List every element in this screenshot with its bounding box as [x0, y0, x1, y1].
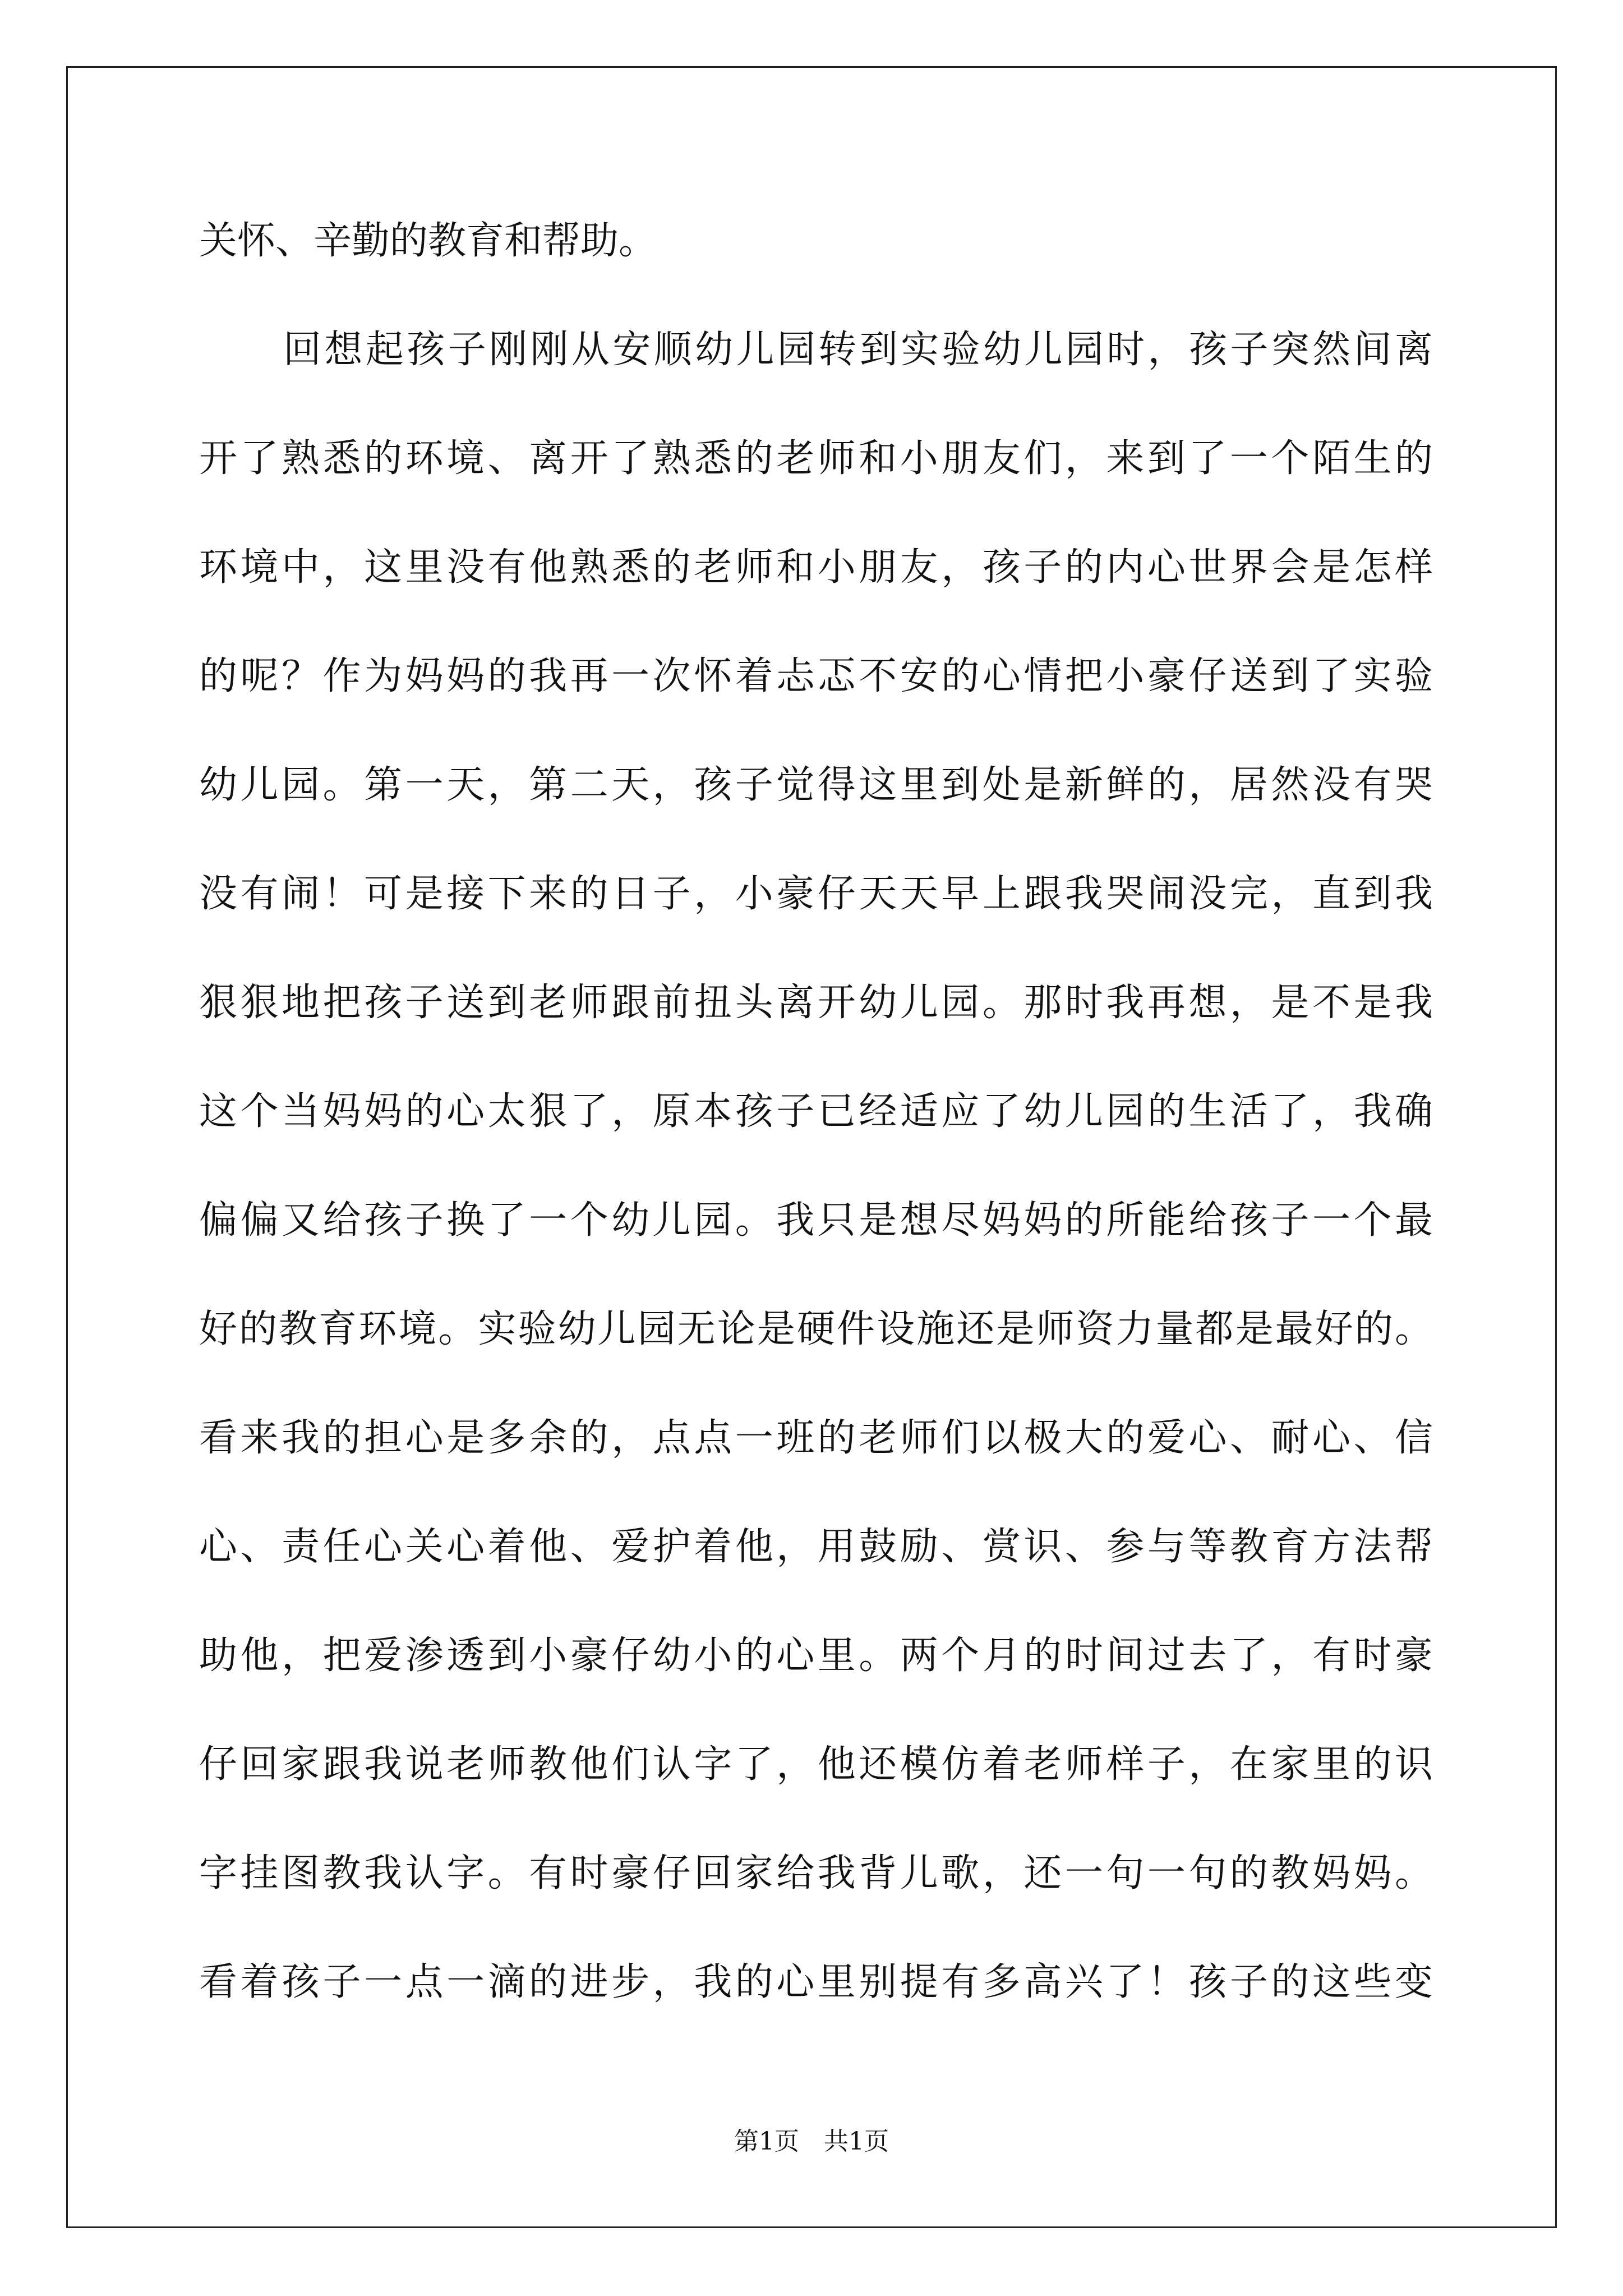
text-line: 的呢？作为妈妈的我再一次怀着忐忑不安的心情把小豪仔送到了实验 [199, 654, 1433, 698]
text-line: 开了熟悉的环境、离开了熟悉的老师和小朋友们，来到了一个陌生的 [199, 436, 1433, 481]
text-line: 助他，把爱渗透到小豪仔幼小的心里。两个月的时间过去了，有时豪 [199, 1634, 1433, 1678]
text-line: 看来我的担心是多余的，点点一班的老师们以极大的爱心、耐心、信 [199, 1416, 1433, 1460]
text-line: 好的教育环境。实验幼儿园无论是硬件设施还是师资力量都是最好的。 [199, 1307, 1433, 1351]
page-border [66, 66, 1557, 2228]
text-line: 仔回家跟我说老师教他们认字了，他还模仿着老师样子，在家里的识 [199, 1742, 1433, 1787]
page-footer: 第1页 共1页 [734, 2127, 889, 2156]
text-line: 回想起孩子刚刚从安顺幼儿园转到实验幼儿园时，孩子突然间离 [283, 328, 1433, 372]
text-line: 狠狠地把孩子送到老师跟前扭头离开幼儿园。那时我再想，是不是我 [199, 981, 1433, 1025]
text-line: 看着孩子一点一滴的进步，我的心里别提有多高兴了！孩子的这些变 [199, 1960, 1433, 2004]
text-line: 关怀、辛勤的教育和帮助。 [199, 219, 657, 263]
text-line: 偏偏又给孩子换了一个幼儿园。我只是想尽妈妈的所能给孩子一个最 [199, 1198, 1433, 1243]
text-line: 心、责任心关心着他、爱护着他，用鼓励、赏识、参与等教育方法帮 [199, 1525, 1433, 1569]
text-line: 环境中，这里没有他熟悉的老师和小朋友，孩子的内心世界会是怎样 [199, 545, 1433, 590]
text-line: 这个当妈妈的心太狠了，原本孩子已经适应了幼儿园的生活了，我确 [199, 1089, 1433, 1134]
text-line: 没有闹！可是接下来的日子，小豪仔天天早上跟我哭闹没完，直到我 [199, 872, 1433, 916]
text-line: 字挂图教我认字。有时豪仔回家给我背儿歌，还一句一句的教妈妈。 [199, 1851, 1433, 1895]
text-line: 幼儿园。第一天，第二天，孩子觉得这里到处是新鲜的，居然没有哭 [199, 763, 1433, 807]
